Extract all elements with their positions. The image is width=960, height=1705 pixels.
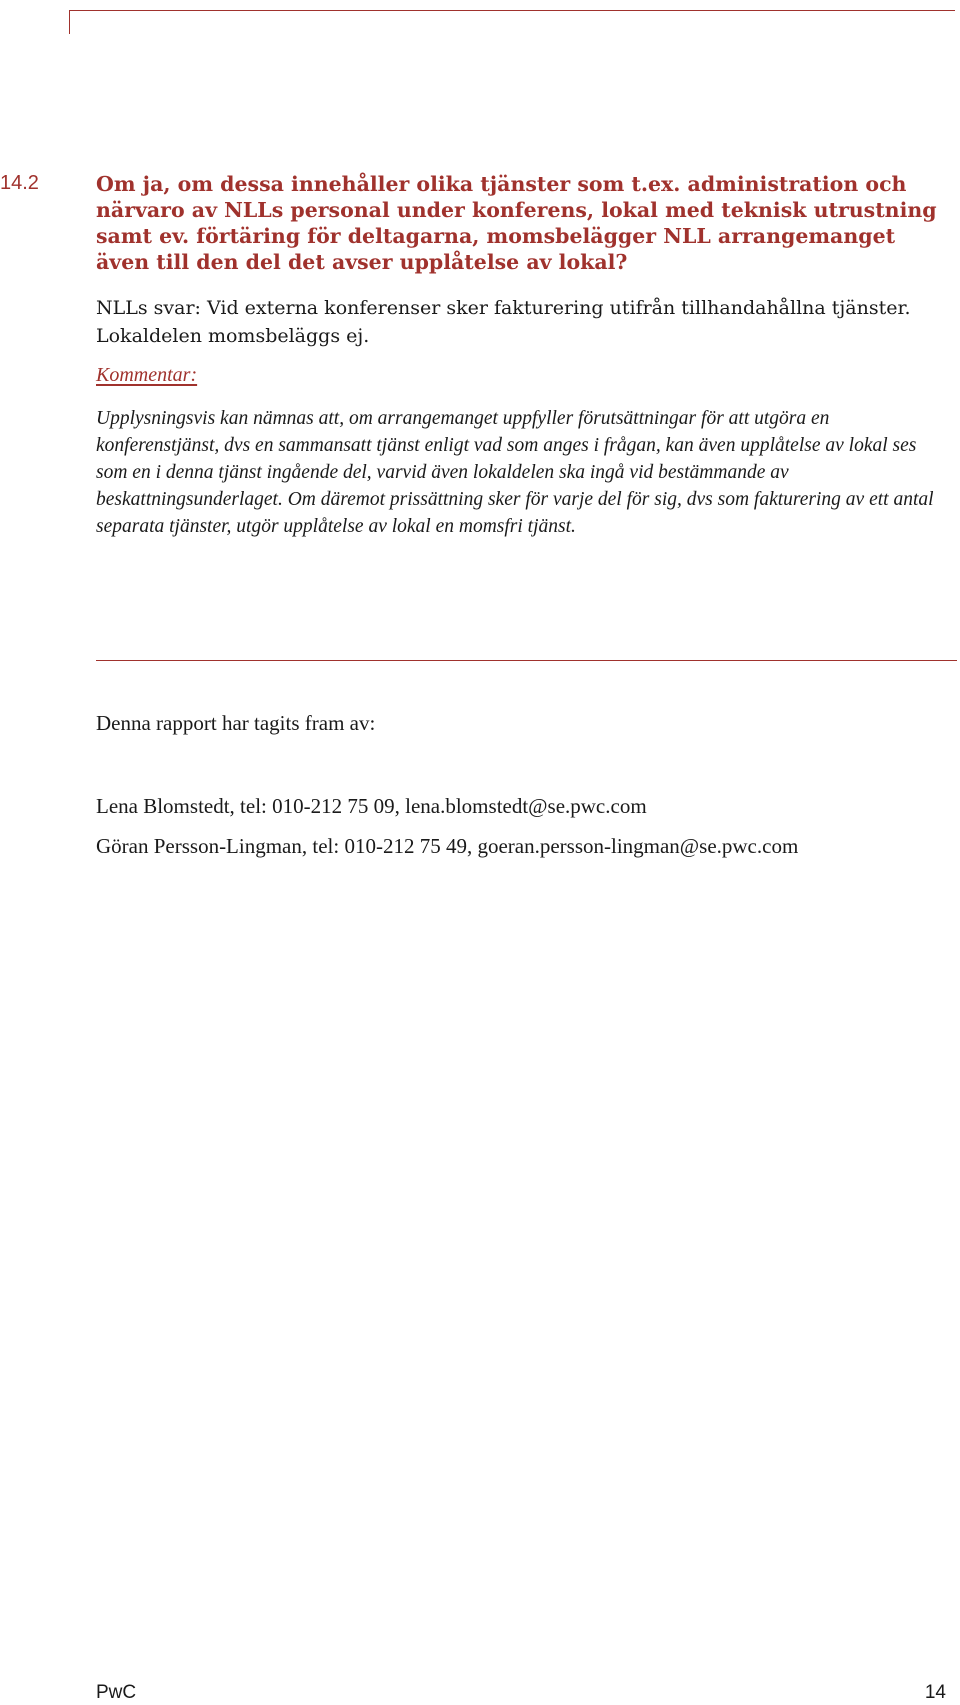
page-number: 14 — [924, 1682, 946, 1703]
corner-mark-vertical — [69, 10, 70, 34]
corner-mark-horizontal — [69, 10, 955, 11]
comment-text: Upplysningsvis kan nämnas att, om arrangemanget uppfyller förutsättningar för att utgöra en konferenstjänst, dvs en sammansatt tjänst enligt vad som anges i frågan, kan även upplåtelse av lokal ses som en i denna tjänst ingående del, varvid även lokaldelen ska ingå vid bestämmande av beskattningsunderlaget. Om däremot prissättning sker för varje del för sig, dvs som fakturering av ett antal separata tjänster, utgör upplåtelse av lokal en momsfri tjänst. — [96, 408, 934, 537]
prepared-by-heading: Denna rapport har tagits fram av: — [96, 711, 376, 735]
section-divider — [96, 660, 957, 661]
section-question: Om ja, om dessa innehåller olika tjänster som t.ex. administration och närvaro av NLLs personal under konferens, lokal med teknisk utrustning samt ev. förtäring för deltagarna, momsbelägger NLL arrangemanget även till den del det avser upplåtelse av lokal? — [96, 172, 937, 274]
footer-company: PwC — [96, 1682, 137, 1703]
section-number: 14.2 — [0, 172, 39, 194]
contact-line: Göran Persson-Lingman, tel: 010-212 75 49, goeran.persson-lingman@se.pwc.com — [96, 834, 799, 858]
answer-text: NLLs svar: Vid externa konferenser sker fakturering utifrån tillhandahållna tjänster. Lokaldelen momsbeläggs ej. — [96, 297, 911, 347]
comment-label: Kommentar: — [96, 364, 198, 386]
contact-line: Lena Blomstedt, tel: 010-212 75 09, lena.blomstedt@se.pwc.com — [96, 794, 647, 818]
